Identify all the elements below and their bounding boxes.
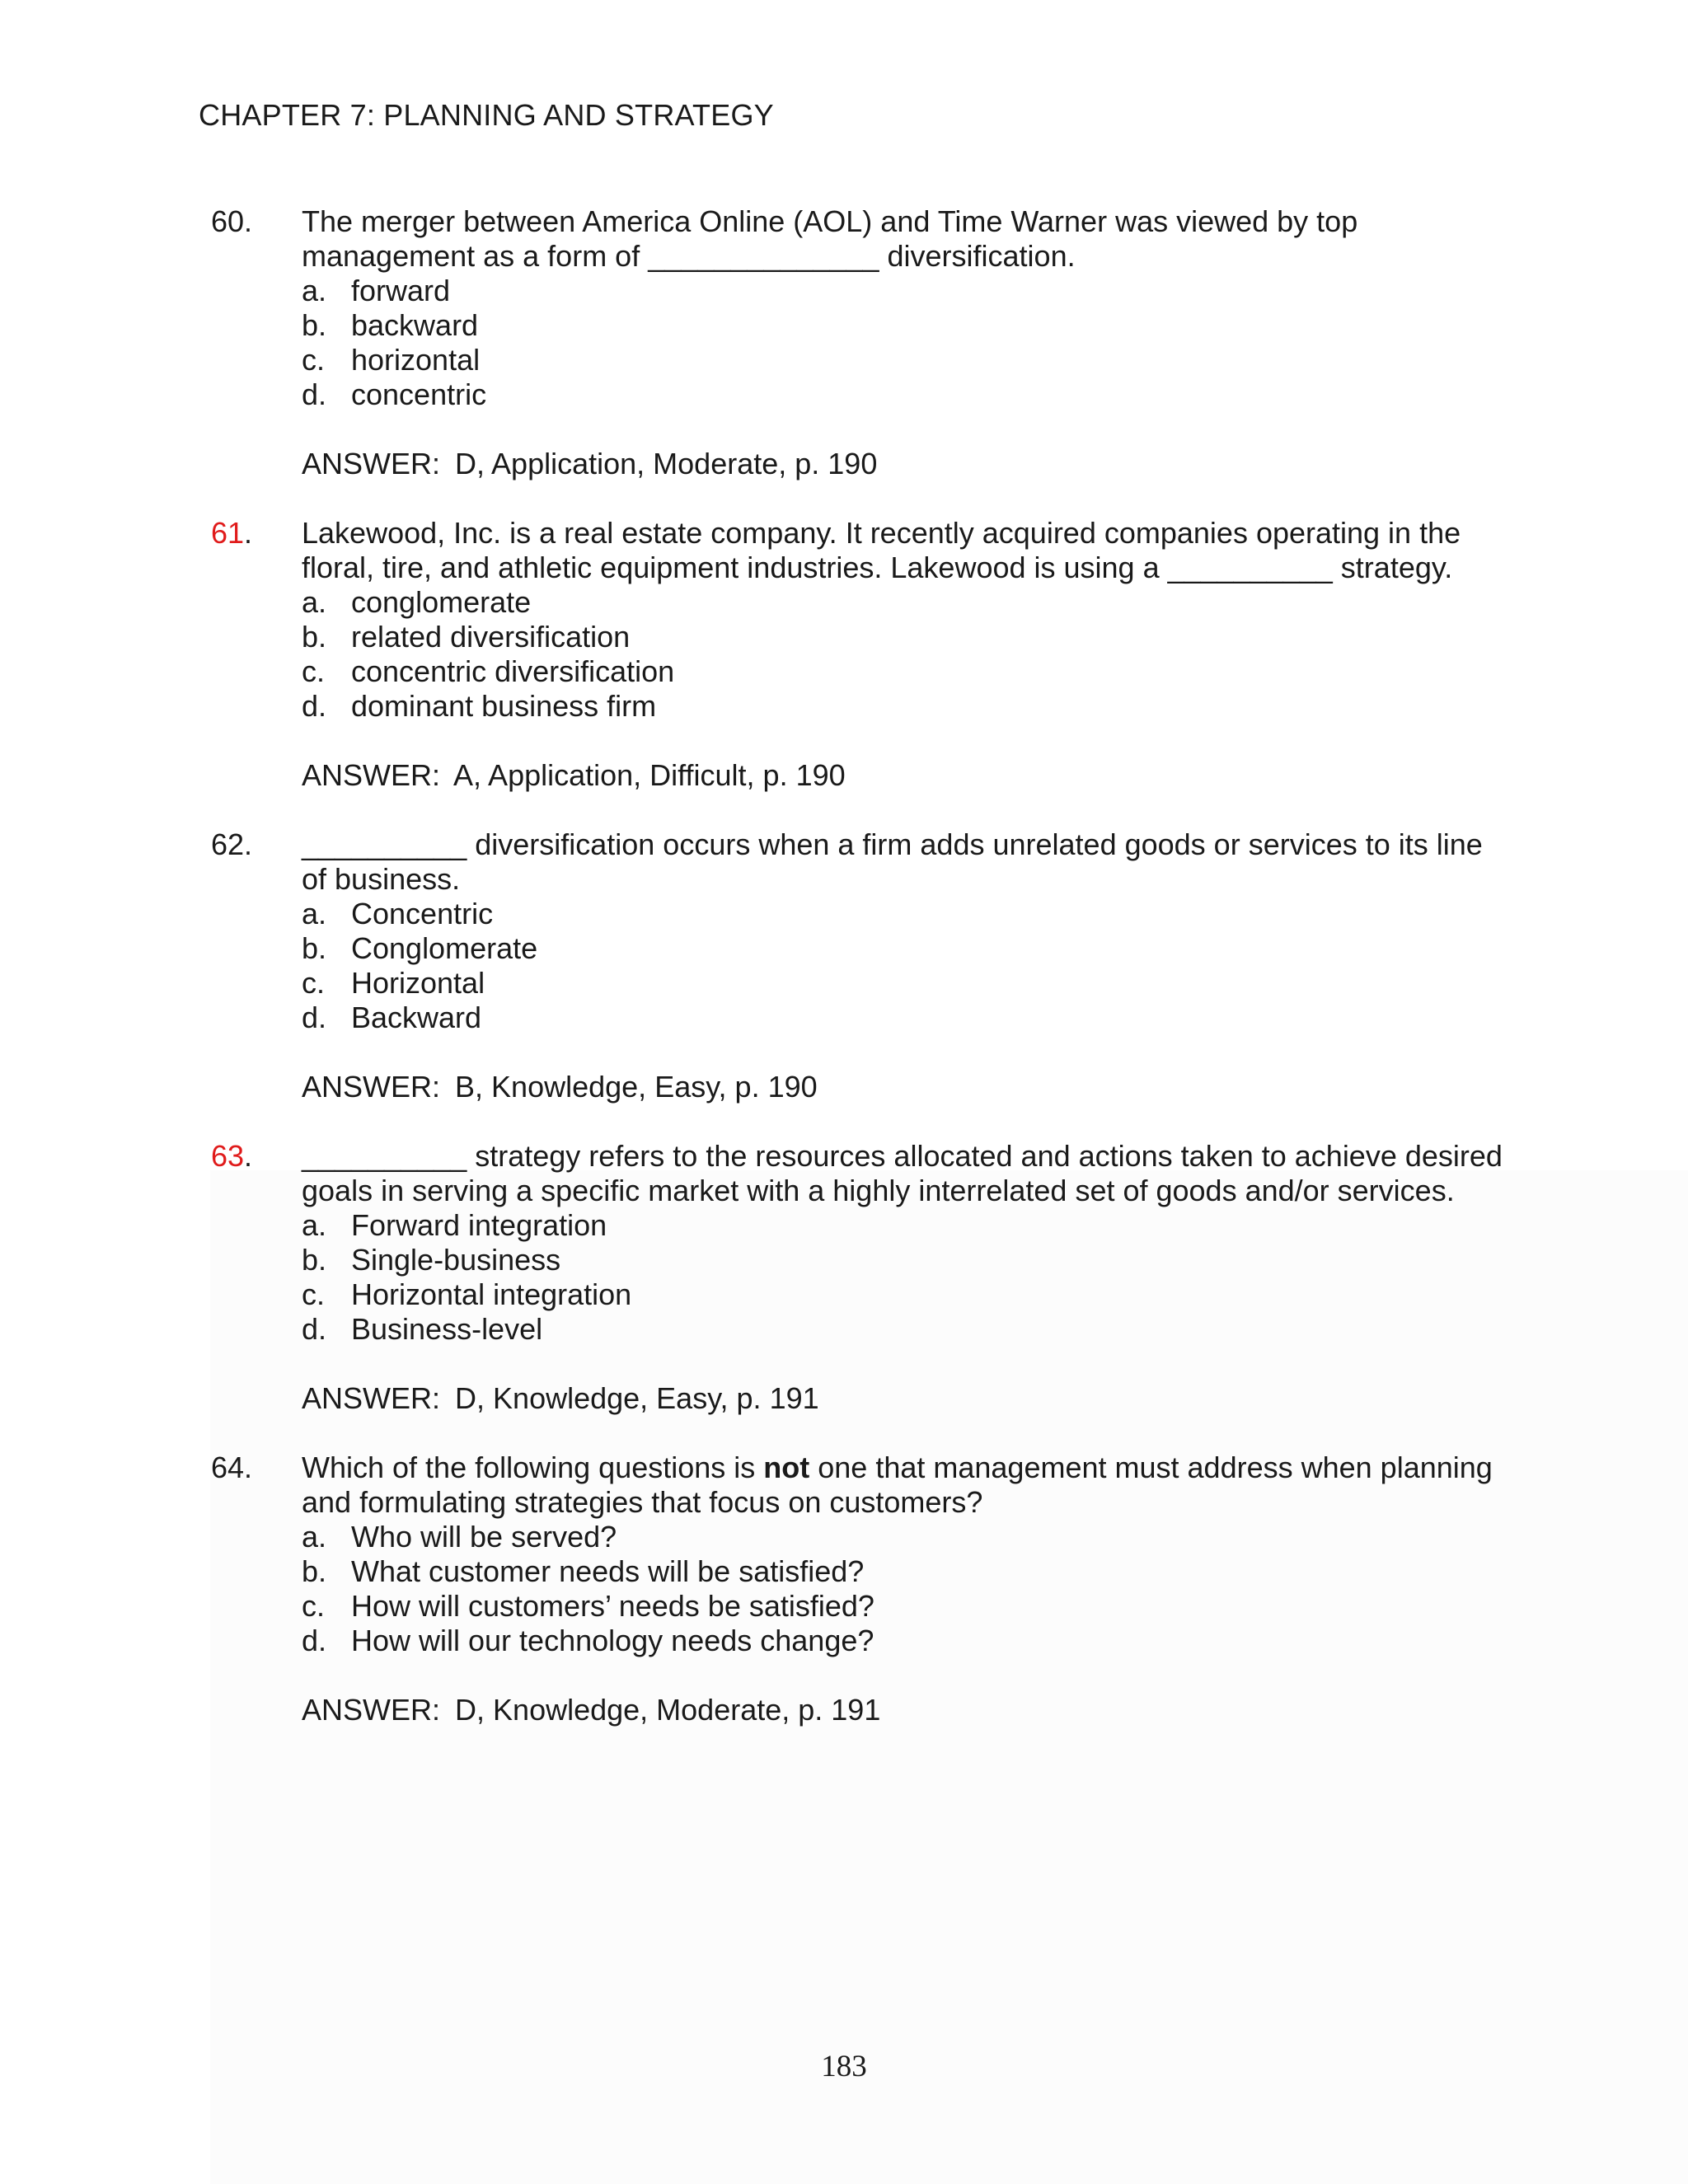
- option-b: b. backward: [302, 308, 479, 342]
- option-list: [302, 897, 1513, 1035]
- option-list: [302, 585, 1513, 724]
- question-64: [211, 1451, 1513, 1727]
- question-list: [211, 204, 1513, 1762]
- question-number: 61.: [211, 516, 253, 550]
- option-a: a. conglomerate: [302, 585, 532, 619]
- question-stem: Lakewood, Inc. is a real estate company. It recently acquired companies operating in the floral, tire, and athletic equipment industries. Lakewood is using a __________ strategy.: [302, 516, 1461, 584]
- option-b: b. Single-business: [302, 1243, 561, 1277]
- question-60: [211, 204, 1513, 481]
- option-c: c. Horizontal: [302, 966, 485, 1000]
- option-d: d. How will our technology needs change?: [302, 1624, 874, 1657]
- question-stem: __________ diversification occurs when a firm adds unrelated goods or services to its line of business.: [302, 827, 1483, 896]
- chapter-title: CHAPTER 7: PLANNING AND STRATEGY: [199, 98, 774, 132]
- option-c: c. Horizontal integration: [302, 1277, 632, 1311]
- option-a: a. Forward integration: [302, 1208, 607, 1242]
- question-stem: Which of the following questions is not one that management must address when planning and formulating strategies that focus on customers?: [302, 1451, 1493, 1519]
- question-number: 63.: [211, 1139, 253, 1173]
- answer-line: ANSWER: D, Knowledge, Moderate, p. 191: [302, 1693, 881, 1727]
- option-b: b. related diversification: [302, 620, 631, 654]
- answer-line: ANSWER: D, Knowledge, Easy, p. 191: [302, 1381, 819, 1415]
- question-number: 64.: [211, 1451, 253, 1484]
- emphasis-not: not: [763, 1451, 810, 1484]
- question-stem: The merger between America Online (AOL) and Time Warner was viewed by top management as a form of ______________ diversification.: [302, 204, 1358, 273]
- option-c: c. concentric diversification: [302, 654, 675, 688]
- option-c: c. How will customers’ needs be satisfied?: [302, 1589, 874, 1623]
- answer-line: ANSWER: B, Knowledge, Easy, p. 190: [302, 1070, 818, 1104]
- page-number: 183: [821, 2050, 867, 2083]
- option-b: b. What customer needs will be satisfied?: [302, 1554, 865, 1588]
- option-d: d. concentric: [302, 377, 487, 411]
- option-a: a. Who will be served?: [302, 1520, 617, 1554]
- question-stem: __________ strategy refers to the resources allocated and actions taken to achieve desired goals in serving a specific market with a highly interrelated set of goods and/or services.: [302, 1139, 1503, 1207]
- question-number: 62.: [211, 827, 253, 861]
- option-d: d. Business-level: [302, 1312, 543, 1346]
- question-62: [211, 827, 1513, 1104]
- option-d: d. Backward: [302, 1001, 482, 1034]
- option-list: [302, 274, 1513, 412]
- option-a: a. forward: [302, 274, 451, 307]
- question-61: [211, 516, 1513, 793]
- option-b: b. Conglomerate: [302, 931, 538, 965]
- question-63: [211, 1139, 1513, 1416]
- option-a: a. Concentric: [302, 897, 494, 930]
- option-c: c. horizontal: [302, 343, 481, 377]
- option-list: [302, 1208, 1513, 1347]
- answer-line: ANSWER: D, Application, Moderate, p. 190: [302, 447, 878, 480]
- option-list: [302, 1520, 1513, 1658]
- option-d: d. dominant business firm: [302, 689, 657, 723]
- question-number: 60.: [211, 204, 253, 238]
- answer-line: ANSWER: A, Application, Difficult, p. 190: [302, 758, 846, 792]
